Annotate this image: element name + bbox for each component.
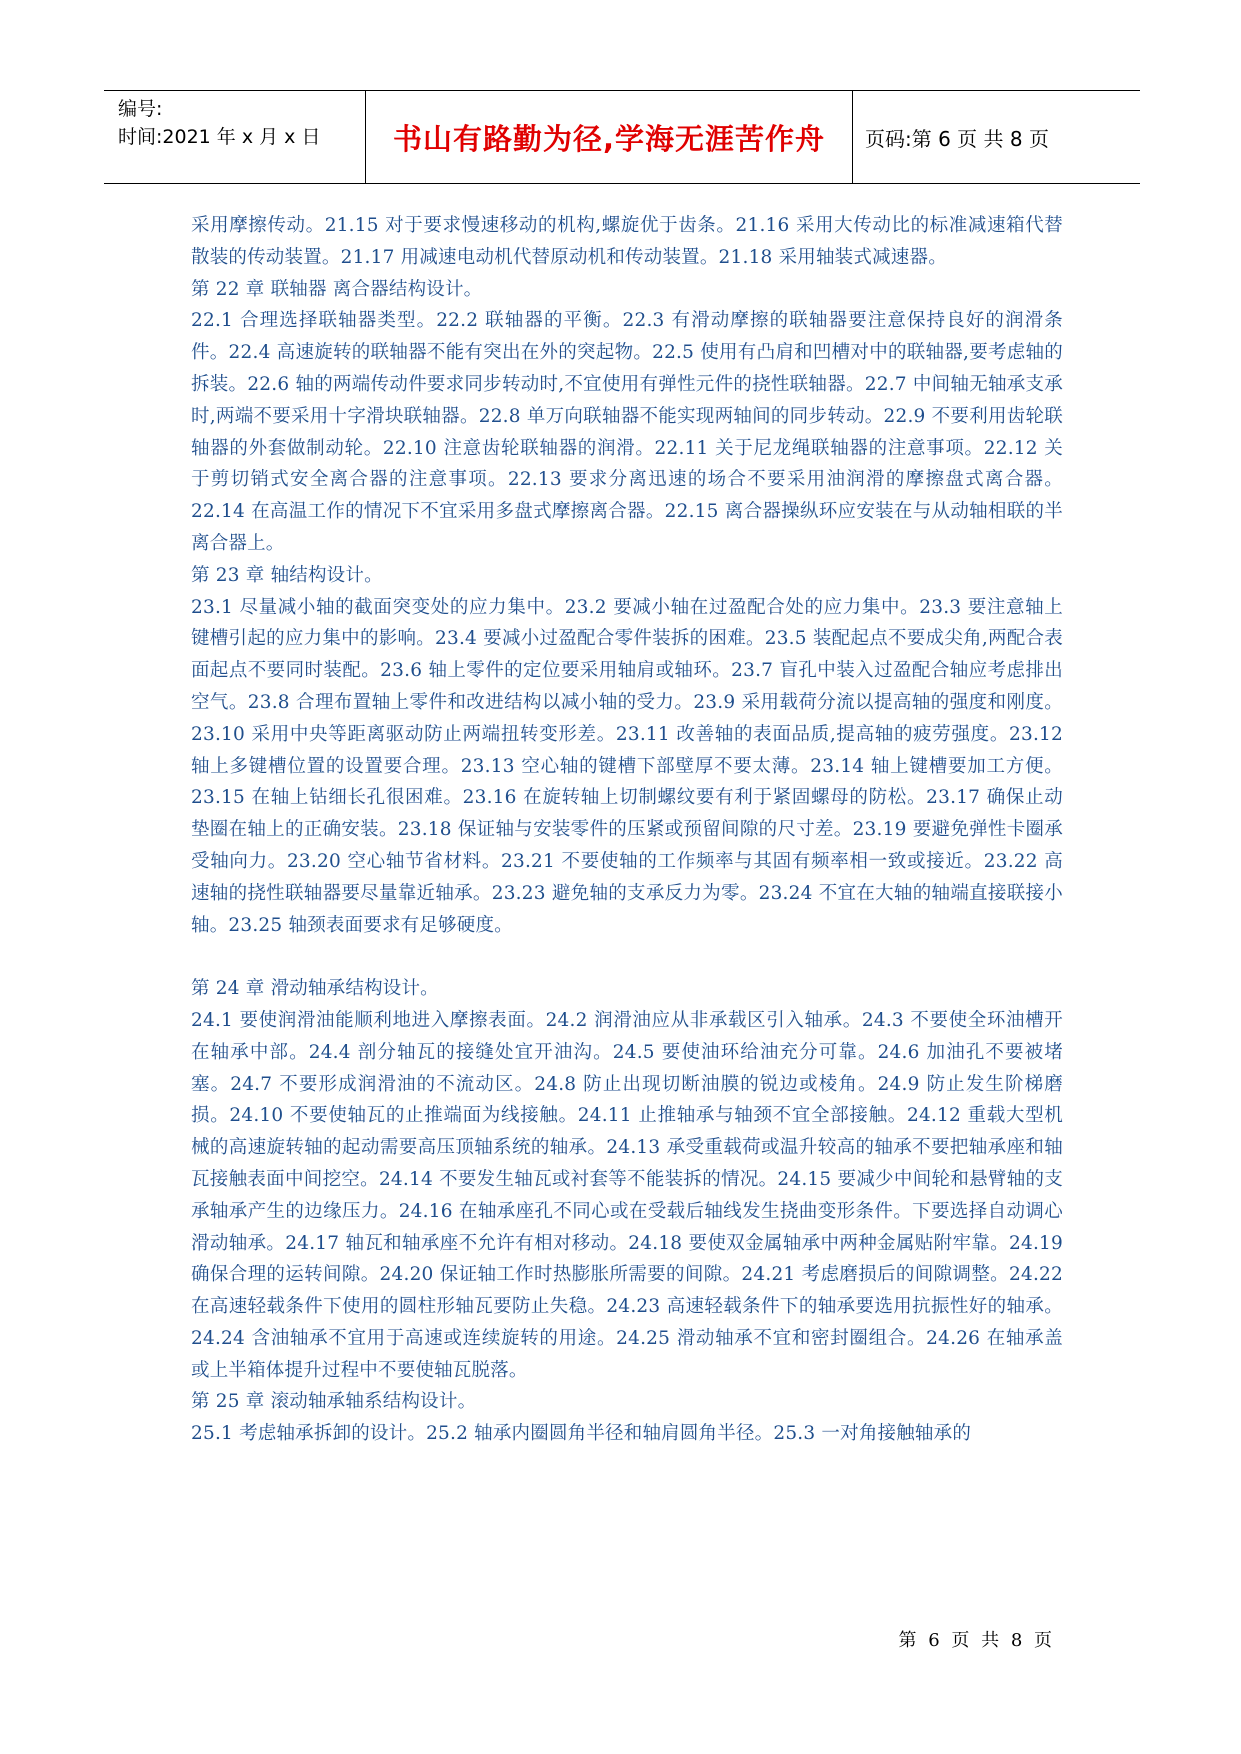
paragraph-chapter-23: 23.1 尽量减小轴的截面突变处的应力集中。23.2 要减小轴在过盈配合处的应力集中。23.3 要注意轴上键槽引起的应力集中的影响。23.4 要减小过盈配合零件装拆的困难。23.5 装配起点不要成尖角,两配合表面起点不要同时装配。23.6 轴上零件的定位要采用轴肩或轴环。23.7 盲孔中装入过盈配合轴应考虑排出空气。23.8 合理布置轴上零件和改进结构以减小轴的受力。23.9 采用载荷分流以提高轴的强度和刚度。23.10 采用中央等距离驱动防止两端扭转变形差。23.11 改善轴的表面品质,提高轴的疲劳强度。23.12 轴上多键槽位置的设置要合理。23.13 空心轴的键槽下部壁厚不要太薄。23.14 轴上键槽要加工方便。23.15 在轴上钻细长孔很困难。23.16 在旋转轴上切制螺纹要有利于紧固螺母的防松。23.17 确保止动垫圈在轴上的正确安装。23.18 保证轴与安装零件的压紧或预留间隙的尺寸差。23.19 要避免弹性卡圈承受轴向力。23.20 空心轴节省材料。23.21 不要使轴的工作频率与其固有频率相一致或接近。23.22 高速轴的挠性联轴器要尽量靠近轴承。23.23 避免轴的支承反力为零。23.24 不宜在大轴的轴端直接联接小轴。23.25 轴颈表面要求有足够硬度。 — [191, 596, 1063, 936]
document-body — [191, 210, 1063, 1450]
paragraph-chapter-25: 25.1 考虑轴承拆卸的设计。25.2 轴承内圈圆角半径和轴肩圆角半径。25.3 一对角接触轴承的 — [191, 1423, 972, 1445]
page-footer: 第 6 页 共 8 页 — [898, 1630, 1055, 1651]
paragraph-chapter-22: 22.1 合理选择联轴器类型。22.2 联轴器的平衡。22.3 有滑动摩擦的联轴器要注意保持良好的润滑条件。22.4 高速旋转的联轴器不能有突出在外的突起物。22.5 使用有凸肩和凹槽对中的联轴器,要考虑轴的拆装。22.6 轴的两端传动件要求同步转动时,不宜使用有弹性元件的挠性联轴器。22.7 中间轴无轴承支承时,两端不要采用十字滑块联轴器。22.8 单万向联轴器不能实现两轴间的同步转动。22.9 不要利用齿轮联轴器的外套做制动轮。22.10 注意齿轮联轴器的润滑。22.11 关于尼龙绳联轴器的注意事项。22.12 关于剪切销式安全离合器的注意事项。22.13 要求分离迅速的场合不要采用油润滑的摩擦盘式离合器。22.14 在高温工作的情况下不宜采用多盘式摩擦离合器。22.15 离合器操纵环应安装在与从动轴相联的半离合器上。 — [191, 310, 1063, 554]
document-time-label: 时间:2021 年 x 月 x 日 — [118, 126, 321, 148]
header-motto: 书山有路勤为径,学海无涯苦作舟 — [366, 91, 853, 183]
header-page-number: 页码:第 6 页 共 8 页 — [865, 126, 1049, 151]
page-header — [104, 90, 1140, 184]
chapter-25-heading: 第 25 章 滚动轴承轴系结构设计。 — [191, 1391, 477, 1413]
header-meta — [104, 91, 366, 183]
document-number-label: 编号: — [118, 98, 163, 120]
chapter-24-heading: 第 24 章 滑动轴承结构设计。 — [191, 978, 439, 1000]
paragraph-chapter-21-end: 采用摩擦传动。21.15 对于要求慢速移动的机构,螺旋优于齿条。21.16 采用大传动比的标准减速箱代替散装的传动装置。21.17 用减速电动机代替原动机和传动装置。21.18 采用轴装式减速器。 — [191, 215, 1063, 268]
paragraph-chapter-24: 24.1 要使润滑油能顺利地进入摩擦表面。24.2 润滑油应从非承载区引入轴承。24.3 不要使全环油槽开在轴承中部。24.4 剖分轴瓦的接缝处宜开油沟。24.5 要使油环给油充分可靠。24.6 加油孔不要被堵塞。24.7 不要形成润滑油的不流动区。24.8 防止出现切断油膜的锐边或棱角。24.9 防止发生阶梯磨损。24.10 不要使轴瓦的止推端面为线接触。24.11 止推轴承与轴颈不宜全部接触。24.12 重载大型机械的高速旋转轴的起动需要高压顶轴系统的轴承。24.13 承受重载荷或温升较高的轴承不要把轴承座和轴瓦接触表面中间挖空。24.14 不要发生轴瓦或衬套等不能装拆的情况。24.15 要减少中间轮和悬臂轴的支承轴承产生的边缘压力。24.16 在轴承座孔不同心或在受载后轴线发生挠曲变形条件。下要选择自动调心滑动轴承。24.17 轴瓦和轴承座不允许有相对移动。24.18 要使双金属轴承中两种金属贴附牢靠。24.19 确保合理的运转间隙。24.20 保证轴工作时热膨胀所需要的间隙。24.21 考虑磨损后的间隙调整。24.22 在高速轻载条件下使用的圆柱形轴瓦要防止失稳。24.23 高速轻载条件下的轴承要选用抗振性好的轴承。24.24 含油轴承不宜用于高速或连续旋转的用途。24.25 滑动轴承不宜和密封圈组合。24.26 在轴承盖或上半箱体提升过程中不要使轴瓦脱落。 — [191, 1009, 1063, 1381]
chapter-23-heading: 第 23 章 轴结构设计。 — [191, 564, 383, 586]
chapter-22-heading: 第 22 章 联轴器 离合器结构设计。 — [191, 278, 483, 300]
